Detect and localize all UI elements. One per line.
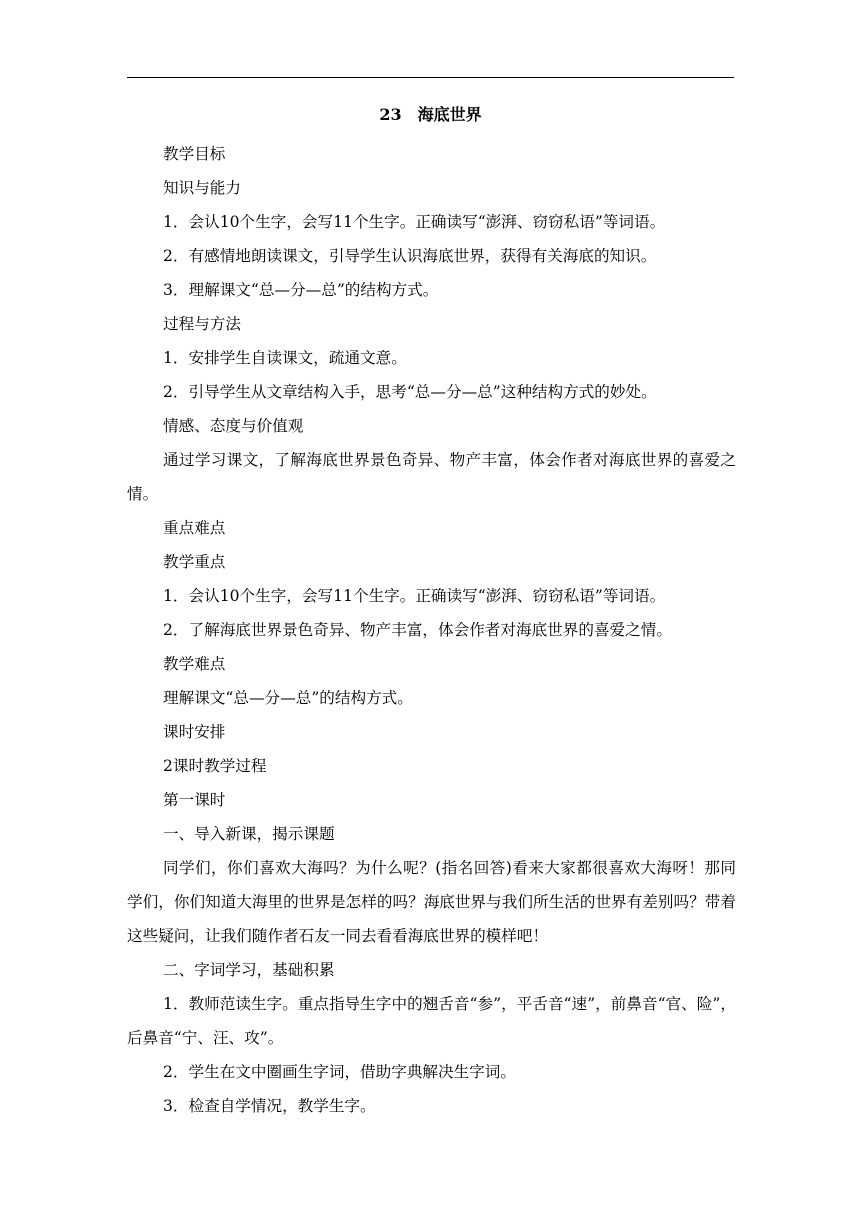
- subsection-heading: 情感、态度与价值观: [163, 417, 304, 435]
- list-item: 3．理解课文“总—分—总”的结构方式。: [163, 281, 439, 299]
- list-item: 1．会认10个生字，会写11个生字。正确读写“澎湃、窃窃私语”等词语。: [163, 587, 666, 605]
- body-paragraph: 同学们，你们喜欢大海吗？为什么呢？(指名回答)看来大家都很喜欢大海呀！那同学们，你们知道大海里的世界是怎样的吗？海底世界与我们所生活的世界有差别吗？带着这些疑问，让我们随作者石友一同去看看海底世界的模样吧！: [127, 859, 736, 945]
- header-rule: [127, 77, 734, 78]
- list-item: 2．了解海底世界景色奇异、物产丰富，体会作者对海底世界的喜爱之情。: [163, 621, 672, 639]
- list-item: 1．安排学生自读课文，疏通文意。: [163, 349, 407, 367]
- document-body: [127, 137, 736, 1123]
- body-paragraph: 理解课文“总—分—总”的结构方式。: [163, 689, 413, 707]
- subsection-heading: 过程与方法: [163, 315, 241, 333]
- subsection-heading: 第一课时: [163, 791, 226, 809]
- section-heading: 二、字词学习，基础积累: [163, 961, 335, 979]
- list-item: 2．有感情地朗读课文，引导学生认识海底世界，获得有关海底的知识。: [163, 247, 657, 265]
- body-paragraph: 通过学习课文，了解海底世界景色奇异、物产丰富，体会作者对海底世界的喜爱之情。: [127, 451, 736, 503]
- subsection-heading: 知识与能力: [163, 179, 241, 197]
- list-item: 1．会认10个生字，会写11个生字。正确读写“澎湃、窃窃私语”等词语。: [163, 213, 666, 231]
- document-title: 23 海底世界: [379, 105, 482, 124]
- body-paragraph: 2课时教学过程: [163, 757, 267, 775]
- section-heading: 重点难点: [163, 519, 226, 537]
- list-item: 2．引导学生从文章结构入手，思考“总—分—总”这种结构方式的妙处。: [163, 383, 657, 401]
- list-item: 2．学生在文中圈画生字词，借助字典解决生字词。: [163, 1063, 516, 1081]
- subsection-heading: 教学难点: [163, 655, 226, 673]
- list-item: 3．检查自学情况，教学生字。: [163, 1097, 376, 1115]
- section-heading: 教学目标: [163, 145, 226, 163]
- section-heading: 一、导入新课，揭示课题: [163, 825, 335, 843]
- section-heading: 课时安排: [163, 723, 226, 741]
- subsection-heading: 教学重点: [163, 553, 226, 571]
- list-item: 1．教师范读生字。重点指导生字中的翘舌音“参”，平舌音“速”，前鼻音“官、险”，后鼻音“宁、汪、攻”。: [127, 995, 736, 1047]
